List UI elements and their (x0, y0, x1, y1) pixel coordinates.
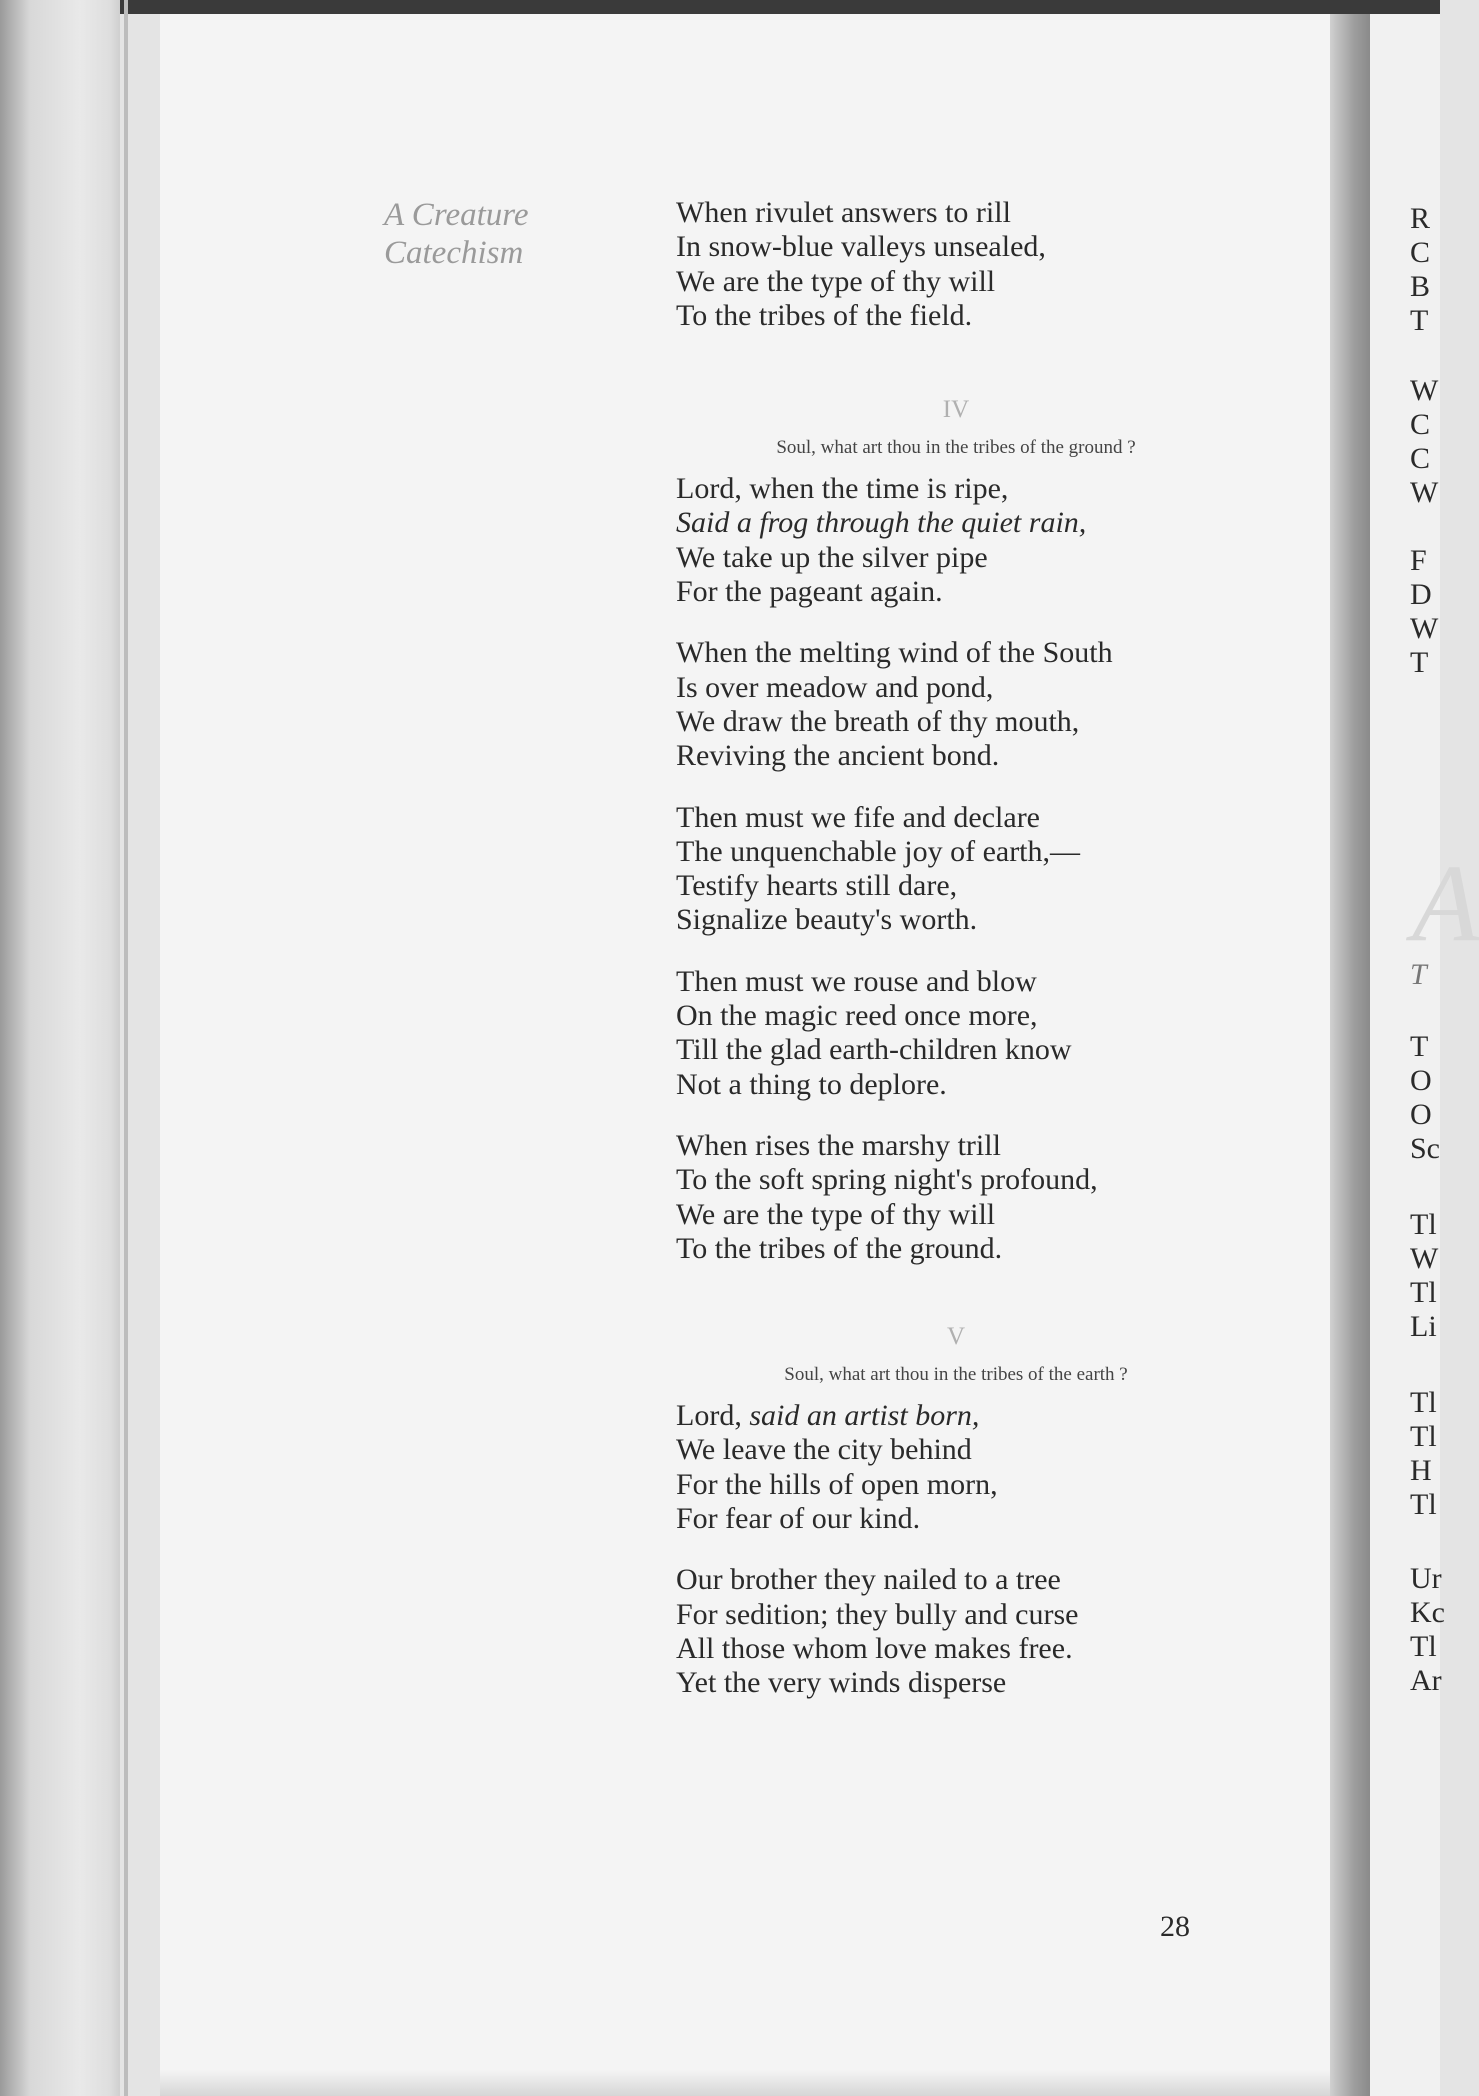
section-numeral-iv: IV (942, 396, 970, 424)
poem-line (676, 1399, 1236, 1433)
fragment-line: H (1410, 1454, 1432, 1487)
fragment-line: Ar (1410, 1664, 1442, 1697)
poem-line: We are the type of thy will (676, 264, 996, 298)
section-numeral-v: V (946, 1323, 966, 1351)
fragment-line: Kc (1410, 1596, 1445, 1629)
poem-line: For the pageant again. (676, 575, 943, 609)
fragment-line: C (1410, 442, 1431, 475)
poem-line: For sedition; they bully and curse (676, 1597, 1079, 1631)
stanza-opening (676, 196, 1236, 333)
poem-line: To the soft spring night's profound, (676, 1163, 1098, 1197)
fragment-line: Tl (1410, 1276, 1437, 1309)
stanza (676, 1563, 1236, 1700)
fragment-line: C (1410, 408, 1431, 441)
fragment-line: W (1410, 612, 1439, 645)
poem-line: In snow-blue valleys unsealed, (676, 230, 1046, 264)
stanza (676, 965, 1236, 1102)
fragment-line: Tl (1410, 1488, 1437, 1521)
fragment-line: T (1410, 1030, 1429, 1063)
fragment-line: Tl (1410, 1630, 1437, 1663)
poem-line: We are the type of thy will (676, 1197, 996, 1231)
poem-line: For fear of our kind. (676, 1502, 921, 1536)
facing-page-fragment (1410, 202, 1430, 338)
fragment-line: W (1410, 1242, 1439, 1275)
poem-line: Lord, when the time is ripe, (676, 472, 1009, 506)
book-left-edge (0, 0, 120, 2096)
facing-page-fragment (1410, 1208, 1438, 1344)
poem-line: Till the glad earth-children know (676, 1033, 1072, 1067)
poem-line: For the hills of open morn, (676, 1467, 998, 1501)
stanza (676, 1129, 1236, 1266)
stanza (676, 1399, 1236, 1536)
fragment-line: Tl (1410, 1420, 1437, 1453)
margin-title-line: Catechism (384, 235, 524, 271)
poem-line: Yet the very winds disperse (676, 1666, 1007, 1700)
poem-line: To the tribes of the ground. (676, 1231, 1003, 1265)
poem-line: To the tribes of the field. (676, 298, 973, 332)
margin-title (384, 196, 529, 272)
margin-title-line: A Creature (384, 197, 529, 233)
poem-line: Said a frog through the quiet rain, (676, 506, 1087, 540)
poem-body (676, 196, 1236, 1728)
facing-page-fragment (1410, 1386, 1437, 1522)
book-binding-line (124, 0, 128, 2096)
facing-page-fragment (1410, 544, 1438, 680)
fragment-line: T (1410, 958, 1427, 991)
fragment-line: T (1410, 304, 1429, 337)
fragment-line: Li (1410, 1310, 1437, 1343)
fragment-line: C (1410, 236, 1431, 269)
poem-line: All those whom love makes free. (676, 1631, 1073, 1665)
fragment-line: Tl (1410, 1208, 1437, 1241)
fragment-line: R (1410, 202, 1431, 235)
facing-page-fragment (1410, 1562, 1445, 1698)
poem-line: Is over meadow and pond, (676, 670, 994, 704)
poem-line: On the magic reed once more, (676, 999, 1038, 1033)
poem-line: We draw the breath of thy mouth, (676, 704, 1080, 738)
fragment-line: D (1410, 578, 1432, 611)
poem-line: When the melting wind of the South (676, 636, 1113, 670)
poem-line: When rivulet answers to rill (676, 196, 1011, 229)
poem-line: We take up the silver pipe (676, 540, 988, 574)
poem-line-italic: said an artist born, (749, 1399, 980, 1433)
fragment-line: Ur (1410, 1562, 1442, 1595)
facing-page-fragment (1410, 958, 1427, 992)
poem-line: Testify hearts still dare, (676, 869, 958, 903)
gutter-shadow (1330, 14, 1370, 2096)
poem-line: Then must we fife and declare (676, 800, 1040, 834)
fragment-line: W (1410, 476, 1439, 509)
poem-line: Our brother they nailed to a tree (676, 1563, 1061, 1597)
facing-page-drop-cap: A (1412, 842, 1479, 964)
poem-line-start: Lord, (676, 1399, 750, 1433)
section-question-v: Soul, what art thou in the tribes of the earth ? (784, 1364, 1128, 1386)
section-question-iv: Soul, what art thou in the tribes of the ground ? (776, 437, 1136, 459)
stanza (676, 801, 1236, 938)
page-number: 28 (1160, 1910, 1190, 1943)
poem-line: Not a thing to deplore. (676, 1067, 947, 1101)
fragment-line: Sc (1410, 1132, 1440, 1165)
facing-page-fragment (1410, 374, 1438, 510)
fragment-line: W (1410, 374, 1439, 407)
scan-top-edge (0, 0, 1440, 14)
facing-page-fragment (1410, 1030, 1440, 1166)
fragment-line: O (1410, 1098, 1432, 1131)
stanza (676, 472, 1236, 609)
fragment-line: Tl (1410, 1386, 1437, 1419)
poem-line: Then must we rouse and blow (676, 964, 1037, 998)
poem-line: Signalize beauty's worth. (676, 903, 978, 937)
fragment-line: T (1410, 646, 1429, 679)
stanza (676, 636, 1236, 773)
poem-line: The unquenchable joy of earth,— (676, 834, 1081, 868)
page-bottom-shade (160, 2070, 1335, 2096)
fragment-line: O (1410, 1064, 1432, 1097)
poem-line: When rises the marshy trill (676, 1128, 1001, 1162)
poem-line: We leave the city behind (676, 1433, 972, 1467)
fragment-line: B (1410, 270, 1431, 303)
fragment-line: F (1410, 544, 1427, 577)
poem-line: Reviving the ancient bond. (676, 739, 1000, 773)
